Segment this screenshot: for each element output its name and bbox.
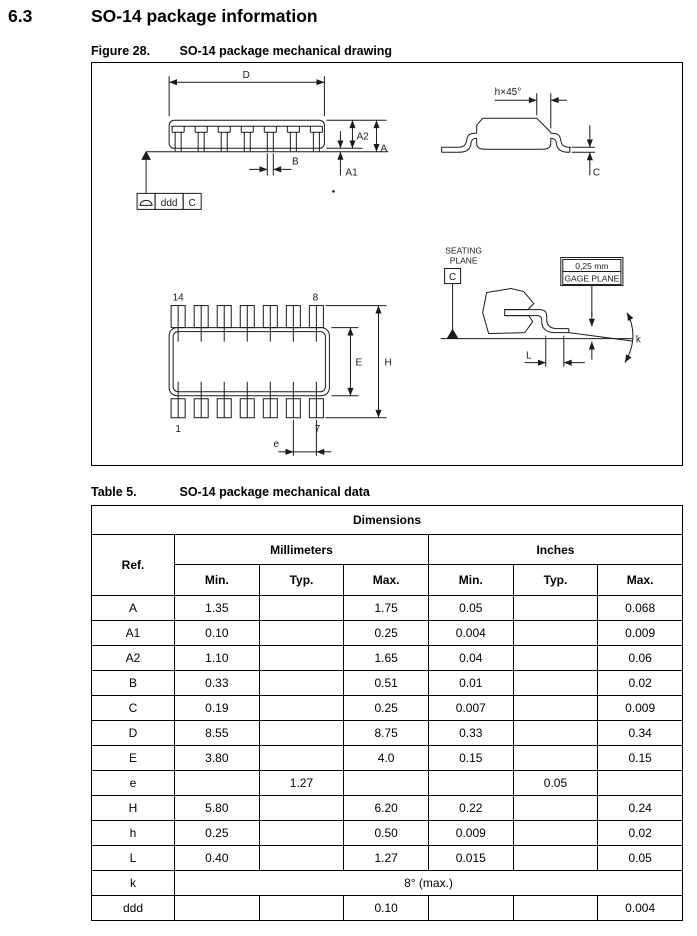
value-cell: 0.004 [598, 896, 683, 921]
value-cell: 0.33 [428, 721, 513, 746]
value-cell: 0.25 [344, 696, 429, 721]
pin-label-1: 1 [175, 423, 181, 435]
ref-cell: ddd [92, 896, 175, 921]
header-inches: Inches [428, 535, 682, 565]
ref-cell: A [92, 596, 175, 621]
value-cell [513, 821, 598, 846]
value-cell [259, 621, 344, 646]
value-cell: 0.33 [175, 671, 260, 696]
side-view-leads [172, 126, 322, 151]
dim-label-h-overall: H [384, 357, 392, 369]
ref-cell: C [92, 696, 175, 721]
ref-cell: e [92, 771, 175, 796]
pin-label-8: 8 [312, 292, 319, 304]
value-cell [259, 721, 344, 746]
table-row-C [92, 696, 683, 721]
value-cell: 0.05 [513, 771, 598, 796]
top-view-drawing [169, 306, 386, 456]
value-cell: 1.35 [175, 596, 260, 621]
header-dimensions: Dimensions [92, 506, 683, 535]
value-cell [513, 846, 598, 871]
value-cell: 1.10 [175, 646, 260, 671]
value-cell: 0.51 [344, 671, 429, 696]
value-cell: 0.068 [598, 596, 683, 621]
value-cell [259, 846, 344, 871]
top-view-pins [171, 306, 323, 418]
value-cell: 0.04 [428, 646, 513, 671]
header-ref: Ref. [92, 535, 175, 596]
table-row-e [92, 771, 683, 796]
table-row-B [92, 671, 683, 696]
value-cell: 0.50 [344, 821, 429, 846]
header-mm-min: Min. [175, 565, 260, 596]
value-cell: 1.75 [344, 596, 429, 621]
value-cell [259, 796, 344, 821]
value-cell: 0.10 [175, 621, 260, 646]
seating-plane-label-1: SEATING [445, 245, 482, 256]
value-cell: 0.009 [598, 696, 683, 721]
value-cell: 0.40 [175, 846, 260, 871]
value-cell: 6.20 [344, 796, 429, 821]
seating-datum-label-c: C [448, 272, 457, 284]
table-row-A [92, 596, 683, 621]
value-cell [513, 646, 598, 671]
ref-cell: B [92, 671, 175, 696]
table-caption [91, 485, 370, 499]
header-mm-typ: Typ. [259, 565, 344, 596]
table-row-h [92, 821, 683, 846]
section-title: SO-14 package information [91, 6, 318, 26]
value-cell [428, 771, 513, 796]
value-cell [513, 671, 598, 696]
value-cell: 0.10 [344, 896, 429, 921]
spanned-value-cell: 8° (max.) [175, 871, 683, 896]
value-cell [259, 596, 344, 621]
value-cell: 0.25 [175, 821, 260, 846]
dim-label-c-endview: C [592, 167, 601, 179]
datum-triangle-icon [142, 152, 150, 160]
dim-label-e-body: E [355, 357, 363, 369]
value-cell: 4.0 [344, 746, 429, 771]
side-view-drawing [137, 76, 388, 209]
mechanical-data-table [91, 505, 683, 921]
dim-label-d: D [242, 70, 250, 82]
ref-cell: E [92, 746, 175, 771]
ref-cell: A2 [92, 646, 175, 671]
value-cell [259, 646, 344, 671]
value-cell [259, 896, 344, 921]
value-cell: 0.004 [428, 621, 513, 646]
ref-cell: k [92, 871, 175, 896]
dim-label-b: B [292, 156, 299, 168]
ref-cell: L [92, 846, 175, 871]
seating-plane-symbol-icon [140, 200, 152, 205]
value-cell: 0.15 [428, 746, 513, 771]
value-cell: 0.24 [598, 796, 683, 821]
table-row-A2 [92, 646, 683, 671]
value-cell: 0.22 [428, 796, 513, 821]
ref-cell: h [92, 821, 175, 846]
value-cell [513, 796, 598, 821]
dim-label-a: A [380, 143, 388, 155]
value-cell: 0.02 [598, 671, 683, 696]
value-cell [598, 771, 683, 796]
value-cell [513, 596, 598, 621]
value-cell: 8.55 [175, 721, 260, 746]
value-cell [259, 671, 344, 696]
pin-label-7: 7 [314, 423, 321, 435]
table-row-A1 [92, 621, 683, 646]
dim-label-k: k [635, 334, 641, 346]
value-cell [259, 746, 344, 771]
table-row-L [92, 846, 683, 871]
value-cell: 0.19 [175, 696, 260, 721]
pin-label-14: 14 [172, 292, 184, 304]
value-cell [344, 771, 429, 796]
value-cell [513, 721, 598, 746]
mechanical-drawing-svg [92, 63, 682, 465]
value-cell: 0.009 [598, 621, 683, 646]
value-cell: 0.34 [598, 721, 683, 746]
header-mm-max: Max. [344, 565, 429, 596]
value-cell: 1.65 [344, 646, 429, 671]
ref-cell: D [92, 721, 175, 746]
value-cell: 0.009 [428, 821, 513, 846]
datum-label-c: C [188, 197, 196, 209]
dim-label-a1: A1 [345, 167, 358, 179]
end-view-drawing [442, 93, 595, 175]
mechanical-drawing-figure [91, 62, 683, 466]
header-in-min: Min. [428, 565, 513, 596]
value-cell: 0.25 [344, 621, 429, 646]
figure-caption-label: Figure 28. [91, 44, 151, 58]
value-cell [175, 771, 260, 796]
value-cell: 0.06 [598, 646, 683, 671]
dim-label-l: L [525, 350, 532, 362]
section-number: 6.3 [8, 6, 33, 26]
datum-label-ddd: ddd [160, 197, 178, 209]
table-caption-title: SO-14 package mechanical data [179, 485, 370, 499]
header-millimeters: Millimeters [175, 535, 429, 565]
figure-caption-title: SO-14 package mechanical drawing [179, 44, 393, 58]
header-in-max: Max. [598, 565, 683, 596]
dim-label-h45: h×45° [494, 87, 522, 99]
value-cell: 0.007 [428, 696, 513, 721]
table-row-k [92, 871, 683, 896]
value-cell [513, 896, 598, 921]
value-cell: 8.75 [344, 721, 429, 746]
value-cell [513, 696, 598, 721]
value-cell: 5.80 [175, 796, 260, 821]
gage-value-label: 0,25 mm [575, 261, 609, 272]
gage-plane-label: GAGE PLANE [564, 273, 620, 284]
value-cell: 0.01 [428, 671, 513, 696]
table-row-E [92, 746, 683, 771]
value-cell [428, 896, 513, 921]
value-cell [513, 621, 598, 646]
figure-caption [91, 44, 392, 58]
seating-datum-triangle-icon [448, 330, 458, 339]
ref-cell: A1 [92, 621, 175, 646]
seating-plane-label-2: PLANE [449, 255, 478, 266]
header-in-typ: Typ. [513, 565, 598, 596]
value-cell: 3.80 [175, 746, 260, 771]
value-cell: 0.05 [598, 846, 683, 871]
value-cell: 0.015 [428, 846, 513, 871]
table-row-ddd [92, 896, 683, 921]
ref-cell: H [92, 796, 175, 821]
value-cell: 0.02 [598, 821, 683, 846]
value-cell: 0.05 [428, 596, 513, 621]
value-cell: 1.27 [344, 846, 429, 871]
dim-label-e: e [273, 438, 280, 450]
table-row-H [92, 796, 683, 821]
value-cell [259, 696, 344, 721]
value-cell [513, 746, 598, 771]
value-cell: 1.27 [259, 771, 344, 796]
dim-label-a2: A2 [356, 131, 369, 143]
table-row-D [92, 721, 683, 746]
value-cell: 0.15 [598, 746, 683, 771]
table-caption-label: Table 5. [91, 485, 137, 499]
value-cell [259, 821, 344, 846]
value-cell [175, 896, 260, 921]
